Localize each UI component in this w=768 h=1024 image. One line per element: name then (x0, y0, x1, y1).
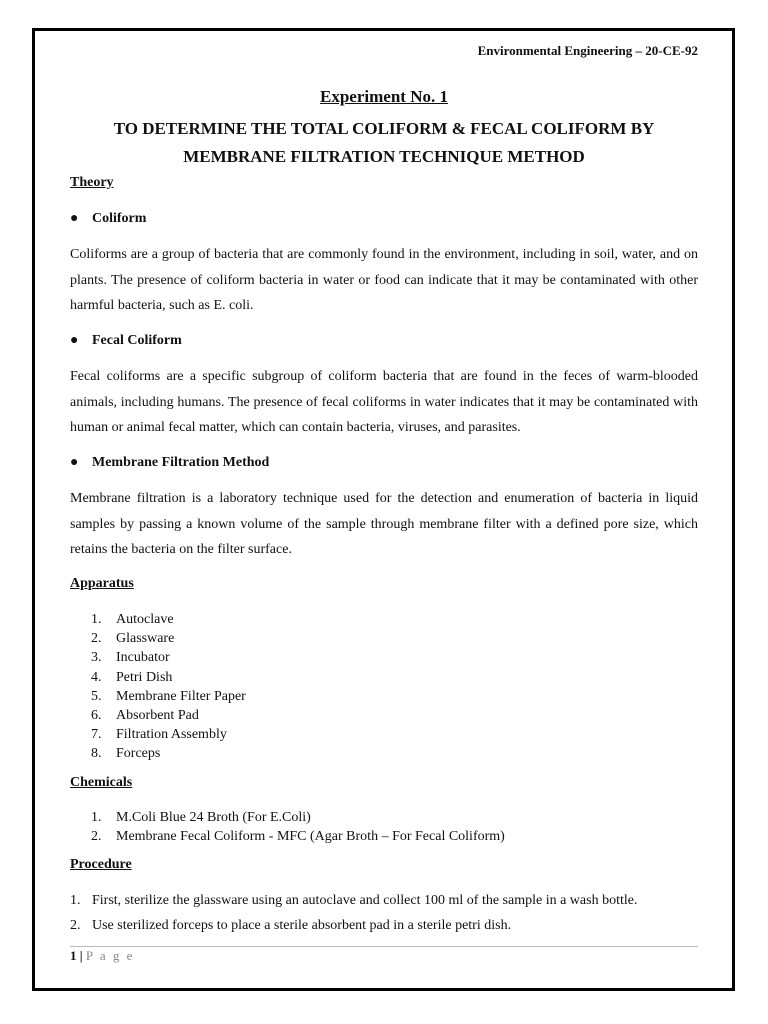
list-item: 5. Membrane Filter Paper (91, 688, 246, 704)
experiment-title (70, 115, 698, 171)
footer-separator: | (79, 948, 83, 963)
experiment-number: Experiment No. 1 (320, 87, 448, 106)
list-item: 1. First, sterilize the glassware using an autoclave and collect 100 ml of the sample in a wash bottle. (70, 893, 638, 908)
coliform-bullet: ● Coliform (70, 211, 147, 226)
membrane-method-bullet: ● Membrane Filtration Method (70, 455, 270, 470)
theory-heading: Theory (70, 175, 114, 190)
list-item: 7. Filtration Assembly (91, 727, 227, 743)
list-item: 2. Glassware (91, 631, 175, 647)
title-line-2: MEMBRANE FILTRATION TECHNIQUE METHOD (183, 147, 585, 166)
fecal-coliform-paragraph: Fecal coliforms are a specific subgroup of coliform bacteria that are found in the feces of warm-blooded animals, including humans. The presence of fecal coliforms in water indicates that it may be contaminated with human or animal fecal matter, which can contain bacteria, viruses, and parasites. (70, 369, 698, 435)
apparatus-list (91, 610, 246, 764)
footer-divider (70, 946, 698, 947)
procedure-heading: Procedure (70, 857, 132, 872)
list-item: 6. Absorbent Pad (91, 708, 199, 724)
membrane-method-paragraph: Membrane filtration is a laboratory technique used for the detection and enumeration of bacteria in liquid samples by passing a known volume of the sample through membrane filter with a defined pore size, which retains the bacteria on the filter surface. (70, 491, 698, 557)
apparatus-heading: Apparatus (70, 576, 134, 591)
page-label: P a g e (85, 948, 135, 963)
bullet-dot-icon: ● (70, 455, 79, 470)
running-header: Environmental Engineering – 20-CE-92 (477, 43, 698, 58)
list-item: 4. Petri Dish (91, 669, 173, 685)
coliform-paragraph: Coliforms are a group of bacteria that are commonly found in the environment, including in soil, water, and on plants. The presence of coliform bacteria in water or food can indicate that it may be contaminated with other harmful bacteria, such as E. coli. (70, 247, 698, 313)
page-number: 1 (70, 948, 77, 963)
fecal-coliform-bullet: ● Fecal Coliform (70, 333, 182, 348)
list-item: 3. Incubator (91, 650, 170, 666)
page-footer (70, 948, 134, 964)
bullet-dot-icon: ● (70, 333, 79, 348)
list-item: 1. M.Coli Blue 24 Broth (For E.Coli) (91, 810, 311, 825)
chemicals-list (91, 808, 505, 846)
list-item: 2. Membrane Fecal Coliform - MFC (Agar Broth – For Fecal Coliform) (91, 829, 505, 845)
bullet-dot-icon: ● (70, 211, 79, 226)
chemicals-heading: Chemicals (70, 775, 133, 790)
list-item: 8. Forceps (91, 746, 161, 762)
list-item: 2. Use sterilized forceps to place a sterile absorbent pad in a sterile petri dish. (70, 918, 512, 933)
procedure-list (70, 888, 710, 938)
list-item: 1. Autoclave (91, 612, 174, 627)
title-line-1: TO DETERMINE THE TOTAL COLIFORM & FECAL COLIFORM BY (113, 119, 655, 138)
